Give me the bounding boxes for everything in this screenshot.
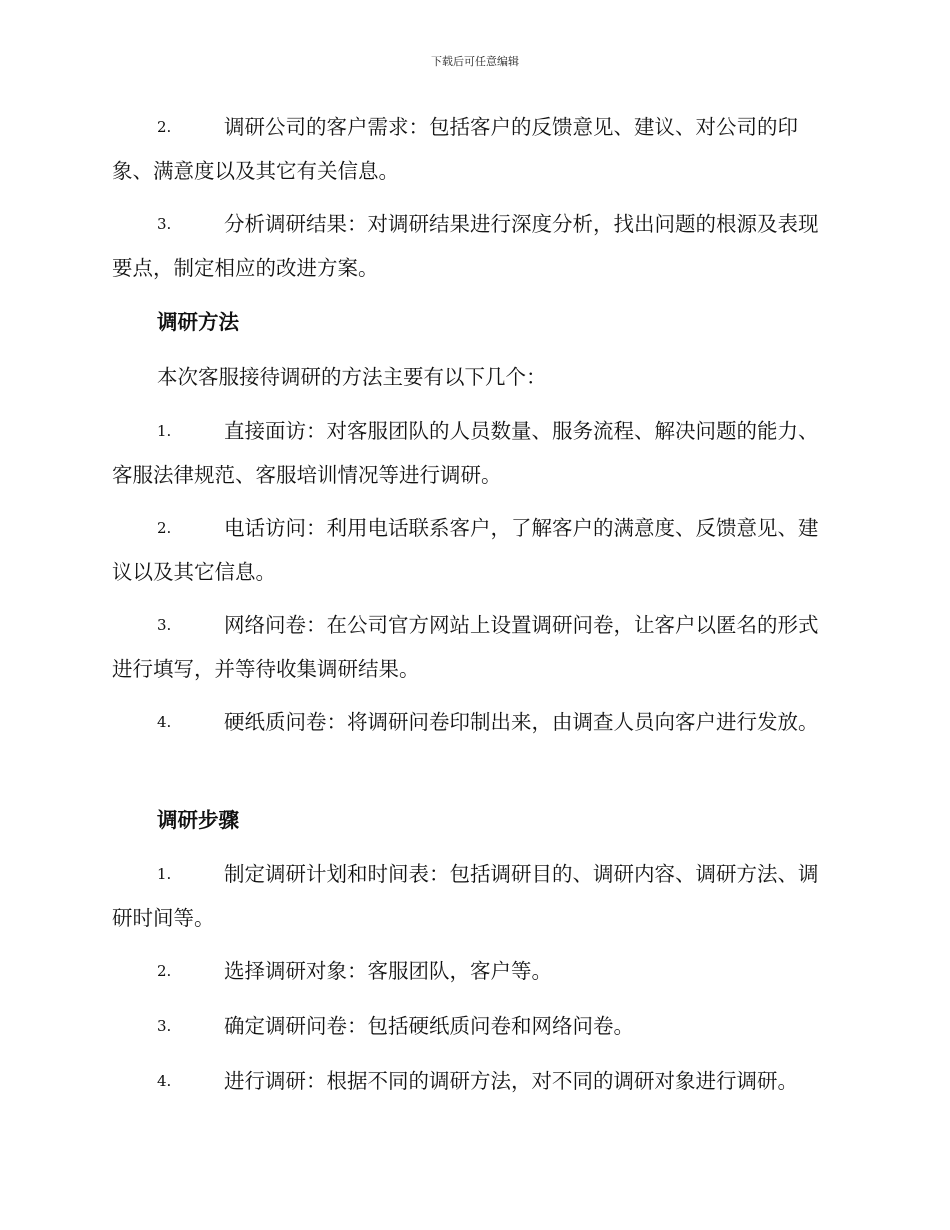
- list-text: 分析调研结果：对调研结果进行深度分析，找出问题的根源及表现要点，制定相应的改进方案。: [112, 212, 819, 280]
- list-number: 3.: [157, 215, 172, 233]
- list-text: 进行调研：根据不同的调研方法，对不同的调研对象进行调研。: [224, 1069, 798, 1093]
- list-number: 3.: [157, 1017, 172, 1035]
- list-item: [112, 105, 838, 193]
- section-heading-methods: 调研方法: [157, 310, 239, 334]
- list-item: [112, 506, 838, 594]
- list-text: 直接面访：对客服团队的人员数量、服务流程、解决问题的能力、客服法律规范、客服培训情况等进行调研。: [112, 419, 819, 487]
- list-number: 4.: [157, 1072, 172, 1090]
- list-number: 2.: [157, 118, 172, 136]
- list-item: [112, 409, 838, 497]
- list-number: 1.: [157, 422, 172, 440]
- page-header: 下载后可任意编辑: [431, 55, 519, 68]
- list-item: [112, 1059, 838, 1103]
- list-number: 2.: [157, 519, 172, 537]
- list-text: 网络问卷：在公司官方网站上设置调研问卷，让客户以匿名的形式进行填写，并等待收集调研结果。: [112, 613, 819, 681]
- list-item: [112, 1004, 838, 1048]
- list-text: 制定调研计划和时间表：包括调研目的、调研内容、调研方法、调研时间等。: [112, 862, 819, 930]
- list-item: [112, 700, 838, 744]
- list-number: 4.: [157, 713, 172, 731]
- list-number: 1.: [157, 865, 172, 883]
- list-item: [112, 852, 838, 940]
- list-number: 3.: [157, 616, 172, 634]
- list-text: 调研公司的客户需求：包括客户的反馈意见、建议、对公司的印象、满意度以及其它有关信息。: [112, 115, 798, 183]
- methods-intro: 本次客服接待调研的方法主要有以下几个：: [157, 365, 547, 389]
- section-heading-steps: 调研步骤: [157, 808, 239, 832]
- list-text: 硬纸质问卷：将调研问卷印制出来，由调查人员向客户进行发放。: [224, 710, 819, 734]
- list-item: [112, 202, 838, 290]
- list-number: 2.: [157, 962, 172, 980]
- list-text: 选择调研对象：客服团队，客户等。: [224, 959, 552, 983]
- list-text: 确定调研问卷：包括硬纸质问卷和网络问卷。: [224, 1014, 634, 1038]
- list-item: [112, 603, 838, 691]
- list-item: [112, 949, 838, 993]
- list-text: 电话访问：利用电话联系客户，了解客户的满意度、反馈意见、建议以及其它信息。: [112, 516, 819, 584]
